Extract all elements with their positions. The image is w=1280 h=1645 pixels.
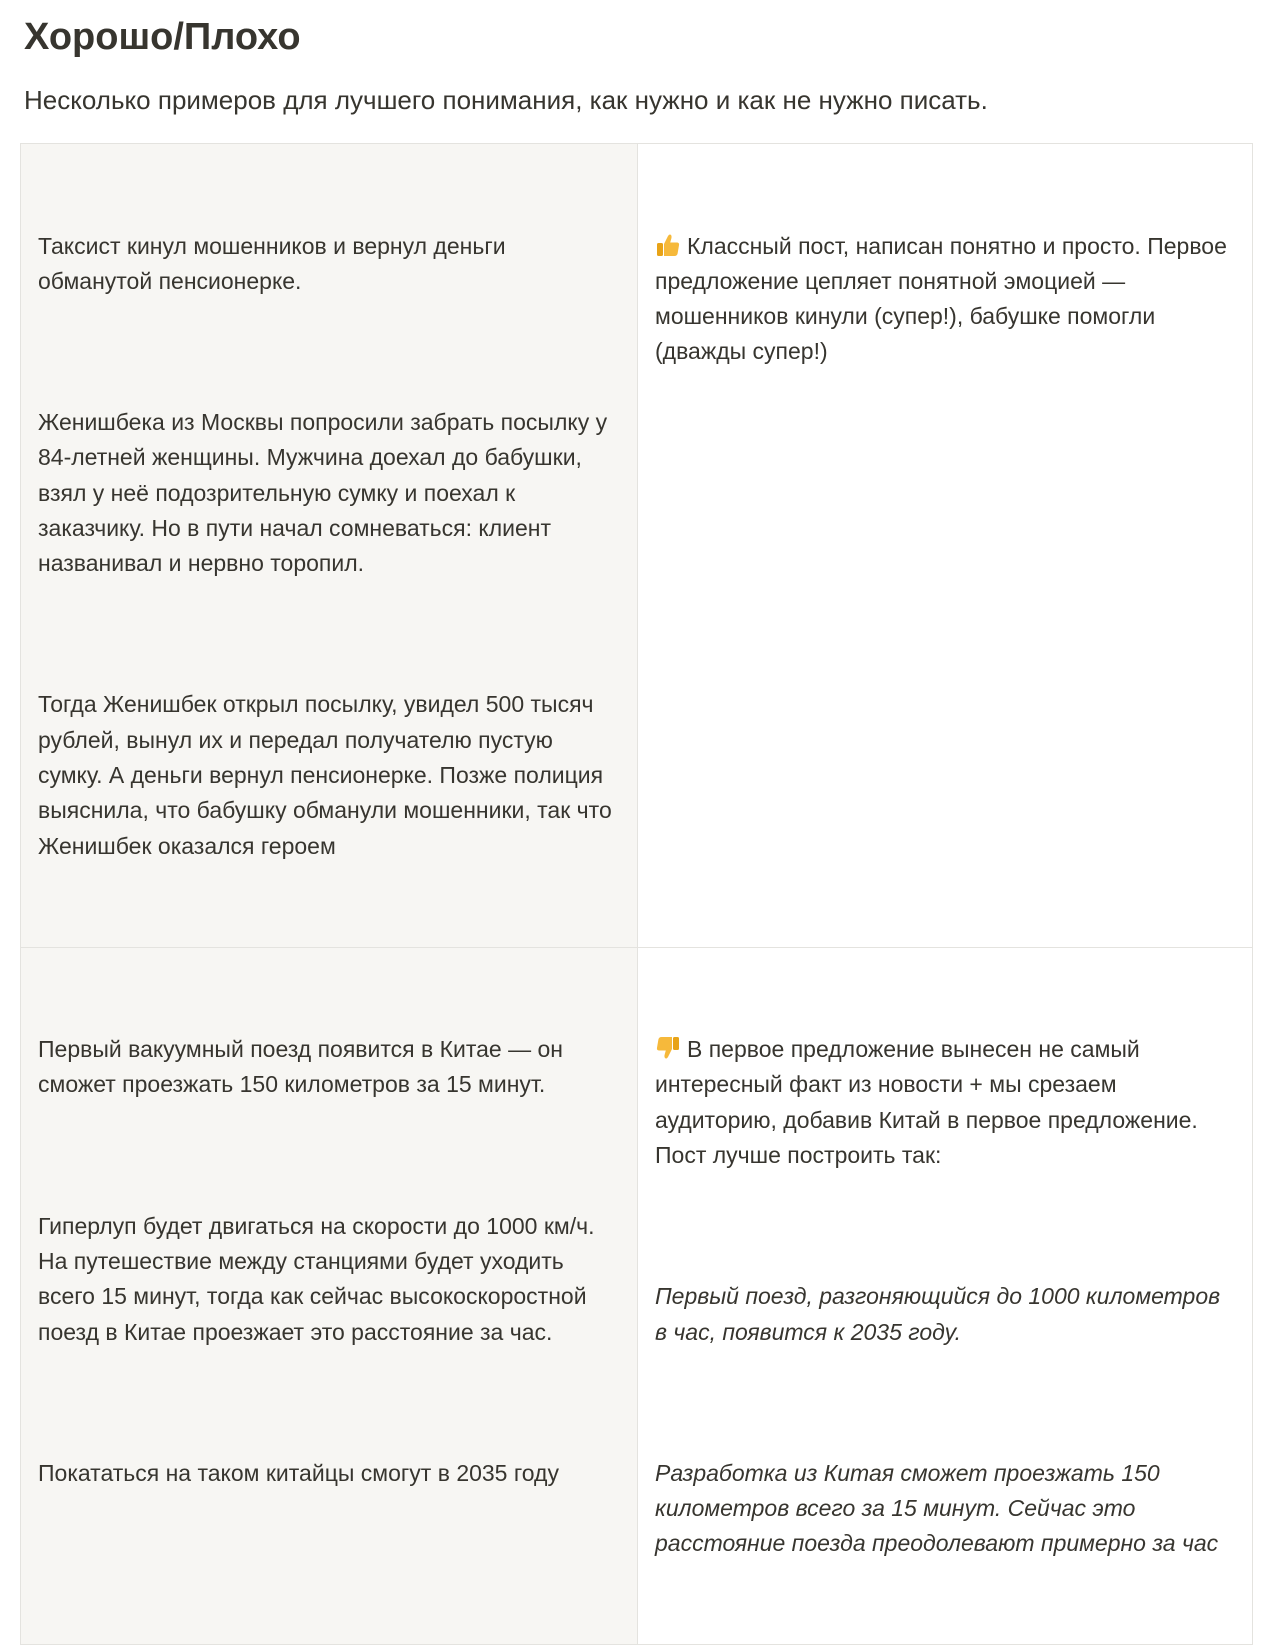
example-cell[interactable] xyxy=(21,947,638,1645)
table-row xyxy=(21,144,1253,948)
page-title: Хорошо/Плохо xyxy=(24,16,301,58)
example-paragraph: Женишбека из Москвы попросили забрать посылку у 84-летней женщины. Мужчина доехал до бабушки, взял у неё подозрительную сумку и поехал к заказчику. Но в пути начал сомневаться: клиент названивал и нервно торопил. xyxy=(38,409,614,577)
example-paragraph: Первый вакуумный поезд появится в Китае — он сможет проезжать 150 километров за 15 минут. xyxy=(38,1036,570,1098)
comment-paragraph: Первый поезд, разгоняющийся до 1000 километров в час, появится к 2035 году. xyxy=(655,1283,1227,1345)
examples-table xyxy=(20,143,1253,1645)
thumbs-up-icon xyxy=(655,232,681,258)
example-paragraph: Покататься на таком китайцы смогут в 2035 году xyxy=(38,1459,559,1486)
comment-text: Классный пост, написан понятно и просто. Первое предложение цепляет понятной эмоцией — мошенников кинули (супер!), бабушке помогли (дважды супер!) xyxy=(655,232,1234,365)
thumbs-down-icon xyxy=(655,1035,681,1061)
example-cell[interactable] xyxy=(21,144,638,948)
comment-paragraph xyxy=(655,1032,1236,1173)
example-paragraph: Гиперлуп будет двигаться на скорости до 1000 км/ч. На путешествие между станциями будет уходить всего 15 минут, тогда как сейчас высокоскоростной поезд в Китае проезжает это расстояние за час. xyxy=(38,1212,601,1345)
page-subtitle: Несколько примеров для лучшего понимания, как нужно и как не нужно писать. xyxy=(24,85,988,115)
example-paragraph: Таксист кинул мошенников и вернул деньги обманутой пенсионерке. xyxy=(38,232,512,294)
example-paragraph: Тогда Женишбек открыл посылку, увидел 500 тысяч рублей, вынул их и передал получателю пустую сумку. А деньги вернул пенсионерке. Позже полиция выяснила, что бабушку обманули мошенники, так что Женишбек оказался героем xyxy=(38,691,619,859)
comment-cell[interactable] xyxy=(638,947,1253,1645)
comment-paragraph xyxy=(655,229,1236,370)
table-row xyxy=(21,947,1253,1645)
comment-cell[interactable] xyxy=(638,144,1253,948)
comment-paragraph: Разработка из Китая сможет проезжать 150 километров всего за 15 минут. Сейчас это расстояние поезда преодолевают примерно за час xyxy=(655,1459,1219,1557)
comment-text: В первое предложение вынесен не самый интересный факт из новости + мы срезаем аудиторию, добавив Китай в первое предложение. Пост лучше построить так: xyxy=(655,1036,1205,1169)
